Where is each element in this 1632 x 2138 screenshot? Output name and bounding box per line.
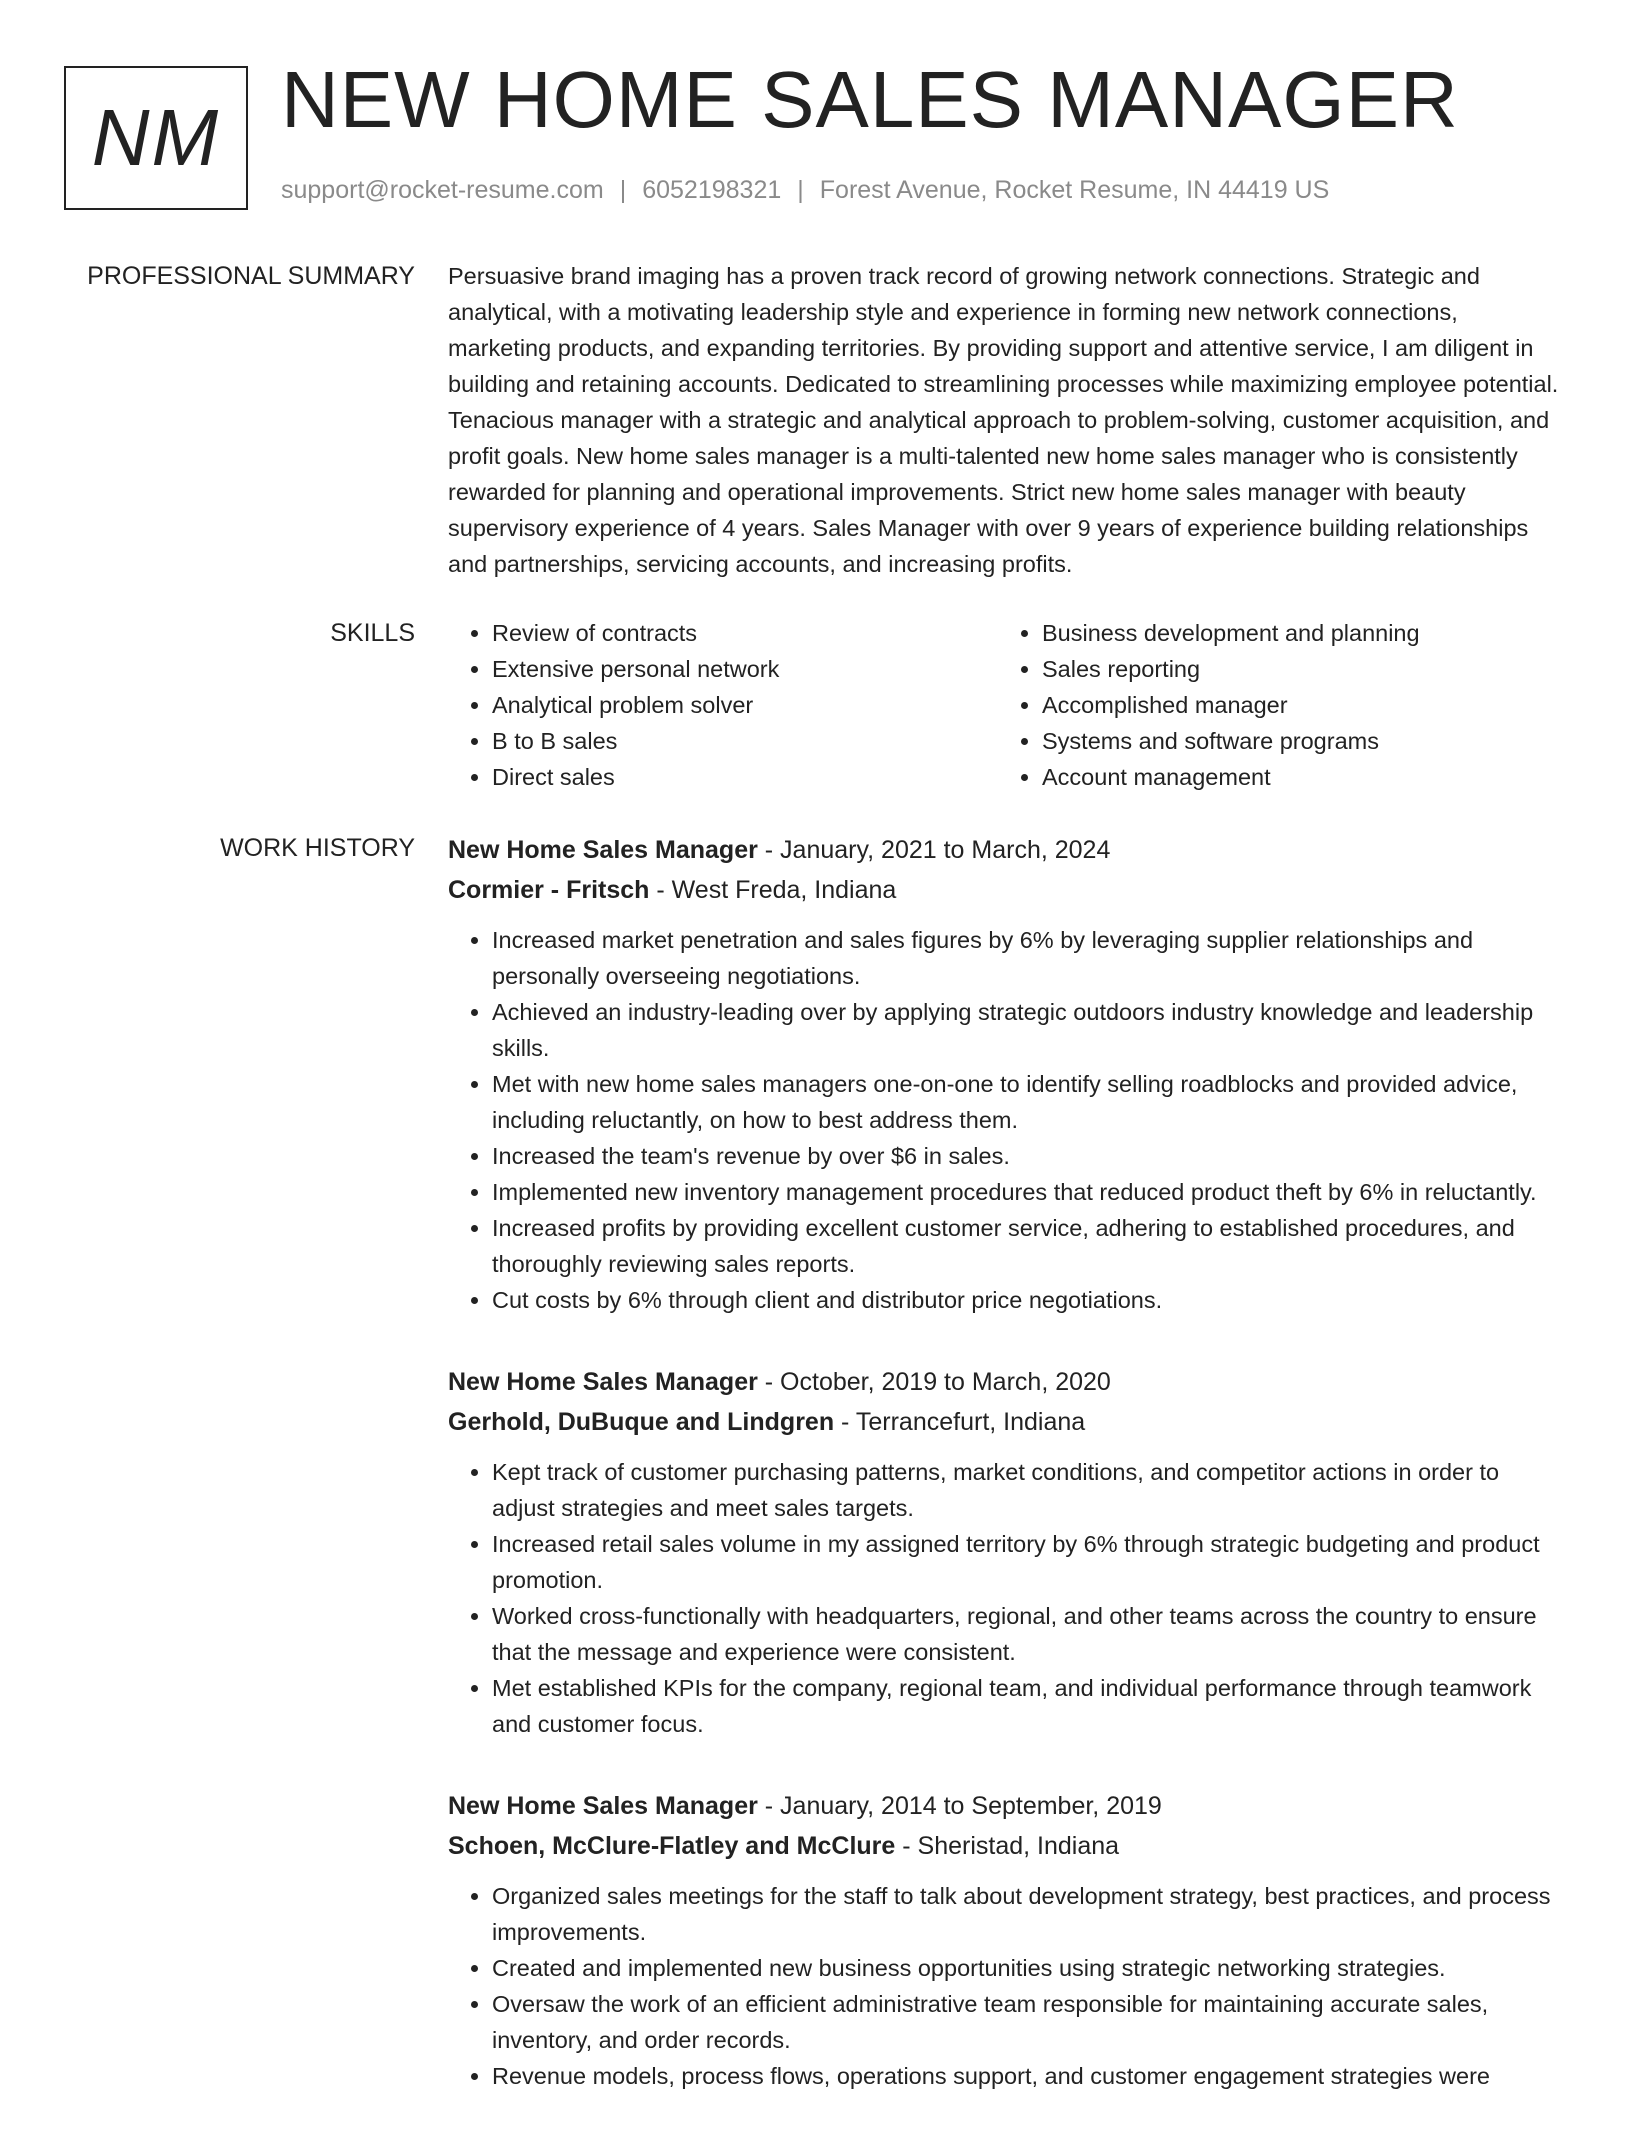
job-company: Schoen, McClure-Flatley and McClure: [448, 1832, 896, 1860]
skill-item: • Systems and software programs: [1042, 723, 1548, 759]
resume-title: NEW HOME SALES MANAGER: [281, 55, 1459, 144]
skill-item: • Accomplished manager: [1042, 687, 1548, 723]
job-role: New Home Sales Manager: [448, 836, 758, 864]
job-bullet: • Created and implemented new business opportunities using strategic networking strategies.: [492, 1950, 1566, 1986]
contact-email[interactable]: support@rocket-resume.com: [281, 176, 604, 204]
job-company: Gerhold, DuBuque and Lindgren: [448, 1408, 835, 1436]
work-history-body: [448, 830, 1566, 2138]
monogram-badge: NM: [64, 66, 248, 210]
job-bullet: • Increased retail sales volume in my assigned territory by 6% through strategic budgeting and product promotion.: [492, 1526, 1566, 1598]
job-bullet: • Increased market penetration and sales figures by 6% by leveraging supplier relationships and personally overseeing negotiations.: [492, 922, 1566, 994]
job-location: - Sheristad, Indiana: [895, 1832, 1120, 1860]
job-role-line: [448, 1786, 1566, 1826]
job-dates: - January, 2014 to September, 2019: [757, 1792, 1162, 1820]
summary-text: Persuasive brand imaging has a proven track record of growing network connections. Strategic and analytical, with a motivating leadership style and experience in forming new network connections, marketing products, and expanding territories. By providing support and attentive service, I am diligent in building and retaining accounts. Dedicated to streamlining processes while maximizing employee potential. Tenacious manager with a strategic and analytical approach to problem-solving, customer acquisition, and profit goals. New home sales manager is a multi-talented new home sales manager who is consistently rewarded for planning and operational improvements. Strict new home sales manager with beauty supervisory experience of 4 years. Sales Manager with over 9 years of experience building relationships and partnerships, servicing accounts, and increasing profits.: [448, 263, 1559, 577]
job-bullet: • Increased the team's revenue by over $6 in sales.: [492, 1138, 1566, 1174]
job-bullet: • Implemented new inventory management procedures that reduced product theft by 6% in reluctantly.: [492, 1174, 1566, 1210]
contact-phone[interactable]: 6052198321: [642, 176, 782, 204]
job-bullet: • Cut costs by 6% through client and distributor price negotiations.: [492, 1282, 1566, 1318]
job-entry: [448, 1362, 1566, 1742]
job-bullet: • Worked cross-functionally with headquarters, regional, and other teams across the country to ensure that the message and experience were consistent.: [492, 1598, 1566, 1670]
job-bullet: • Met with new home sales managers one-on-one to identify selling roadblocks and provided advice, including reluctantly, on how to best address them.: [492, 1066, 1566, 1138]
contact-line: [281, 176, 1329, 205]
skills-list: [448, 615, 1566, 795]
job-bullets: [448, 922, 1566, 1318]
skill-item: • Direct sales: [492, 759, 998, 795]
job-bullet: • Organized sales meetings for the staff to talk about development strategy, best practices, and process improvements.: [492, 1878, 1566, 1950]
job-bullet: • Revenue models, process flows, operations support, and customer engagement strategies were: [492, 2058, 1566, 2094]
job-company-line: [448, 1826, 1566, 1866]
job-entry: [448, 1786, 1566, 2094]
skills-column-right: [998, 615, 1548, 795]
job-bullet: • Kept track of customer purchasing patterns, market conditions, and competitor actions in order to adjust strategies and meet sales targets.: [492, 1454, 1566, 1526]
section-title-work-history: WORK HISTORY: [220, 834, 415, 862]
job-bullet: • Achieved an industry-leading over by applying strategic outdoors industry knowledge and leadership skills.: [492, 994, 1566, 1066]
skill-item: • B to B sales: [492, 723, 998, 759]
job-dates: - January, 2021 to March, 2024: [757, 836, 1111, 864]
job-bullets: [448, 1878, 1566, 2094]
skill-item: • Review of contracts: [492, 615, 998, 651]
summary-body: [448, 258, 1566, 582]
job-location: - Terrancefurt, Indiana: [834, 1408, 1086, 1436]
job-bullet: • Increased profits by providing excellent customer service, adhering to established procedures, and thoroughly reviewing sales reports.: [492, 1210, 1566, 1282]
job-dates: - October, 2019 to March, 2020: [757, 1368, 1111, 1396]
job-entry: [448, 830, 1566, 1318]
job-bullets: [448, 1454, 1566, 1742]
job-bullet: • Oversaw the work of an efficient administrative team responsible for maintaining accurate sales, inventory, and order records.: [492, 1986, 1566, 2058]
skill-item: • Business development and planning: [1042, 615, 1548, 651]
contact-separator: |: [797, 176, 804, 204]
skills-column-left: [448, 615, 998, 795]
skill-item: • Account management: [1042, 759, 1548, 795]
job-role: New Home Sales Manager: [448, 1792, 758, 1820]
contact-address: Forest Avenue, Rocket Resume, IN 44419 US: [819, 176, 1330, 204]
job-bullet: • Met established KPIs for the company, regional team, and individual performance through teamwork and customer focus.: [492, 1670, 1566, 1742]
skill-item: • Sales reporting: [1042, 651, 1548, 687]
job-location: - West Freda, Indiana: [649, 876, 897, 904]
job-role: New Home Sales Manager: [448, 1368, 758, 1396]
job-company-line: [448, 1402, 1566, 1442]
contact-separator: |: [619, 176, 627, 204]
skill-item: • Analytical problem solver: [492, 687, 998, 723]
section-title-skills: SKILLS: [330, 619, 415, 647]
section-title-summary: PROFESSIONAL SUMMARY: [87, 262, 415, 290]
job-role-line: [448, 1362, 1566, 1402]
job-company-line: [448, 870, 1566, 910]
job-company: Cormier - Fritsch: [448, 876, 650, 904]
job-role-line: [448, 830, 1566, 870]
skill-item: • Extensive personal network: [492, 651, 998, 687]
